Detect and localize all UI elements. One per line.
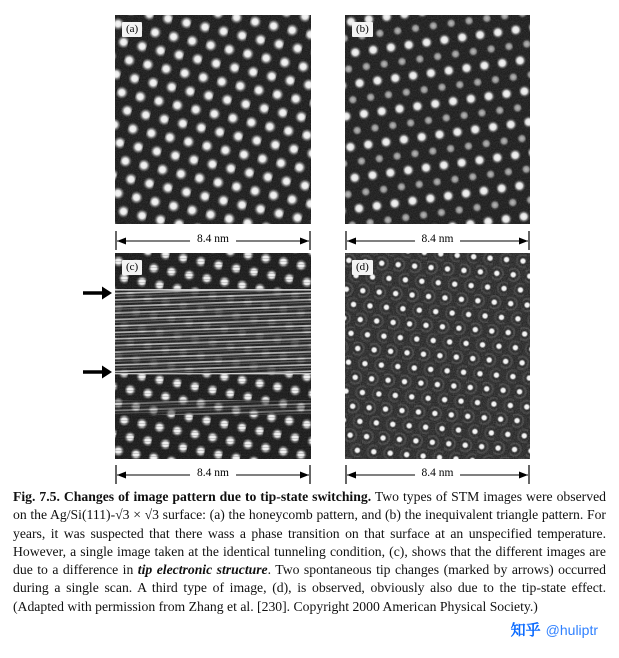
stm-image-b (345, 15, 530, 224)
scalebar-b (345, 227, 530, 251)
stm-image-a (115, 15, 311, 224)
scalebar-d (345, 461, 530, 485)
tip-change-arrow-icon (82, 363, 112, 381)
scalebar-label: 8.4 nm (415, 233, 461, 245)
panel-label-a: (a) (122, 22, 142, 37)
caption-fig-label: Fig. 7.5. (13, 489, 60, 504)
watermark (504, 617, 605, 643)
stm-image-c (115, 253, 311, 459)
watermark-brand: 知乎 (510, 622, 541, 639)
panel-d (345, 253, 530, 459)
scalebar-c (115, 461, 311, 485)
panel-b (345, 15, 530, 224)
figure-caption (13, 488, 606, 616)
stm-image-d (345, 253, 530, 459)
caption-body-2: . Two spontaneous tip changes (marked by arrows) occurred during a single scan. A third type of image, (d), is observed, obviously also due to the tip-state effect. (Adapted with permission from Zhang et al. [230]. Copyright 2000 American Physical Society.) (13, 562, 606, 614)
tip-change-arrow-icon (82, 284, 112, 302)
panel-a (115, 15, 311, 224)
panel-c (115, 253, 311, 459)
caption-emphasis: tip electronic structure (137, 562, 268, 578)
scalebar-a (115, 227, 311, 251)
panel-label-b: (b) (352, 22, 373, 37)
caption-body: Two types of STM images were observed on the Ag/Si(111)-√3 × √3 surface: (a) the honeycomb pattern, and (b) the inequivalent triangle pattern. For years, it was suspected that there wass a phase transition on that surface at an unspecified temperature. However, a single image taken at the identical tunneling condition, (c), shows that the different images are due to a difference in (13, 489, 607, 578)
caption-title: Changes of image pattern due to tip-state switching. (63, 489, 372, 504)
panel-label-c: (c) (122, 260, 142, 275)
scalebar-label: 8.4 nm (190, 467, 236, 479)
scalebar-label: 8.4 nm (415, 467, 461, 479)
scalebar-label: 8.4 nm (190, 233, 236, 245)
panel-label-d: (d) (352, 260, 373, 275)
watermark-handle: @huliptr (545, 622, 598, 638)
